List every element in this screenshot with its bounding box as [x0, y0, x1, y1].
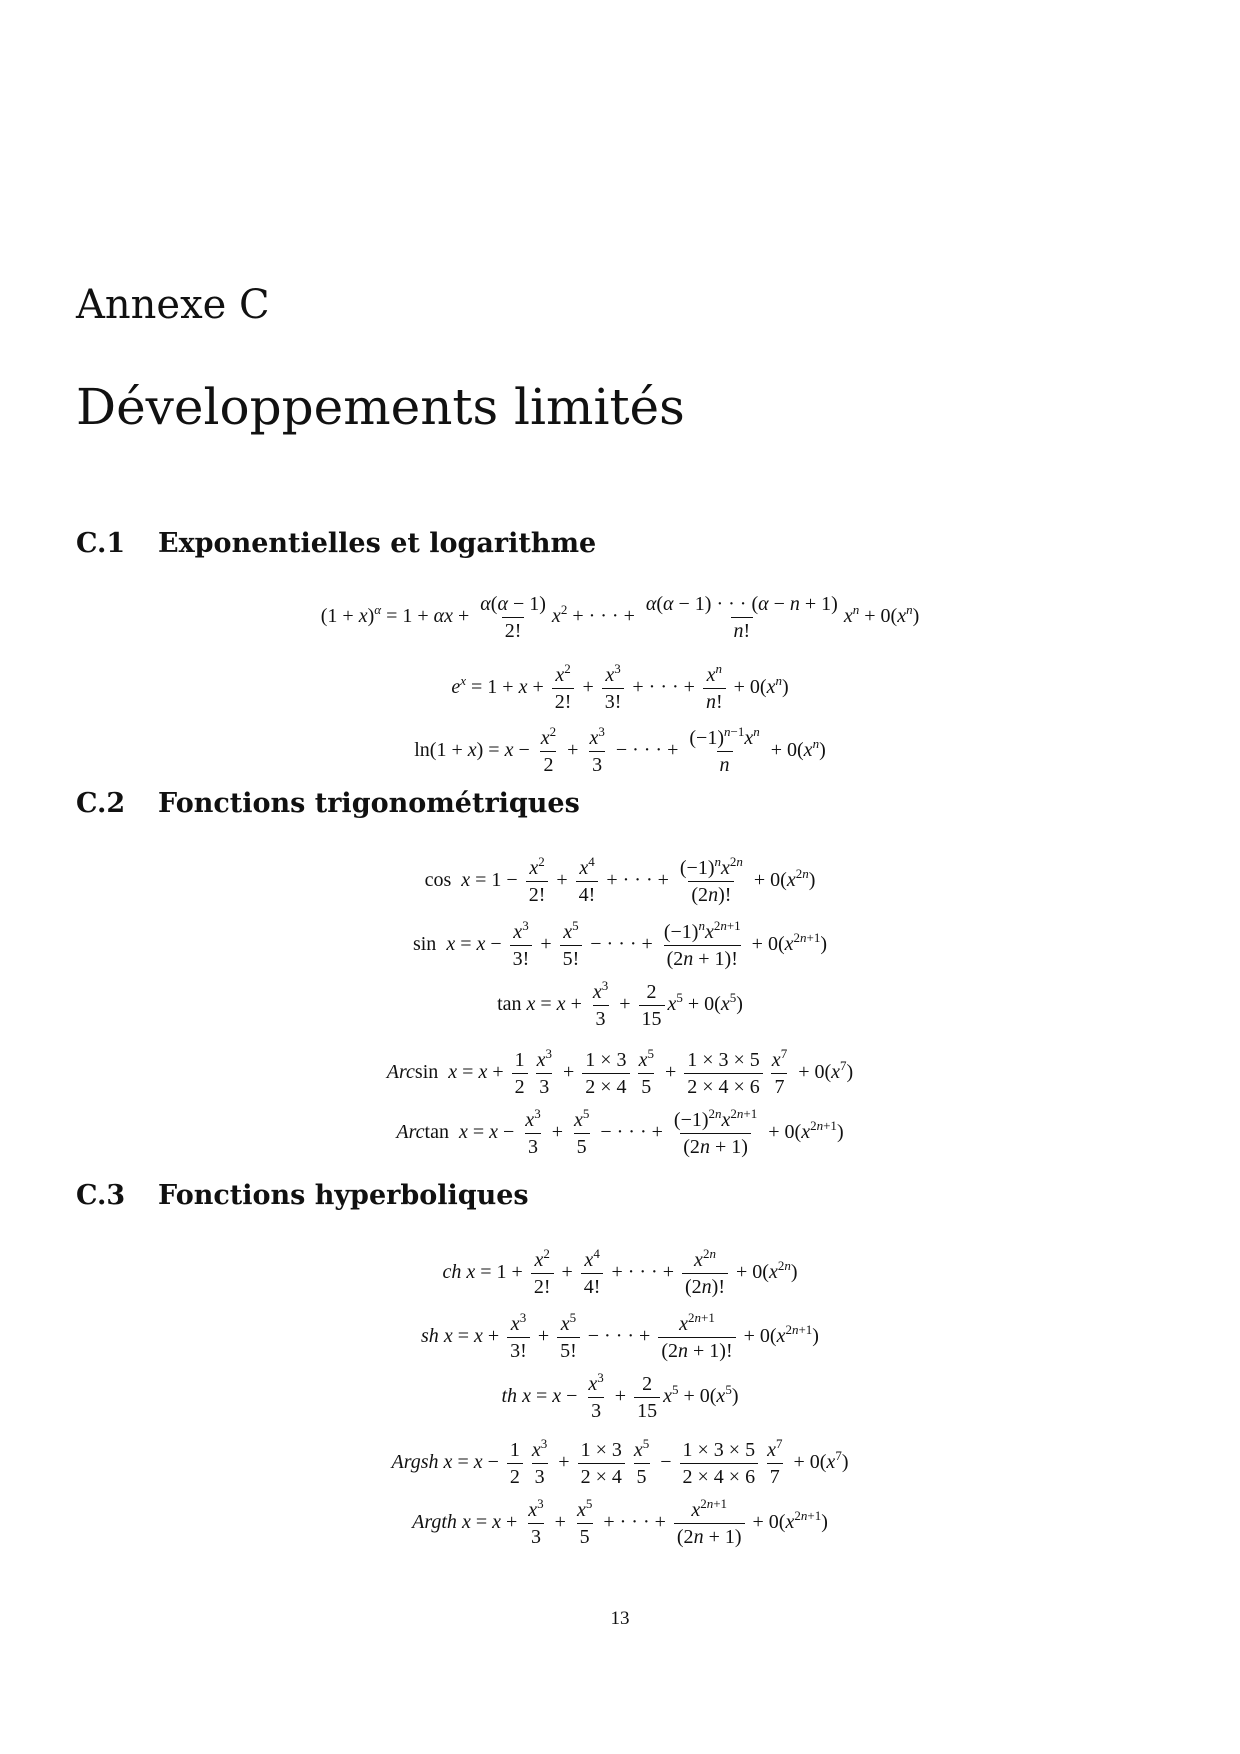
formula-hyperbolic-cosine: ch x = 1 + $\frac{x^2}{2!}$ + $\frac{x^4}{4!}$ + · · · + $\frac{x^{2n}}{(2n)!}$ + $0(x^{2n})$ [442, 1246, 798, 1298]
section-title: Exponentielles et logarithme [158, 528, 597, 559]
section-number: C.3 [76, 1180, 126, 1211]
formula-power-series: $(1 + x)^\alpha = 1 + \alpha x$ + $\frac{\alpha(\alpha - 1)}{2!}$ $x^2$ + · · · + $\frac{\alpha(\alpha - 1) \cdot \cdot \cdot (\alpha - n + 1)}{n!}$ $x^n + 0(x^n)$ [320, 593, 920, 642]
section-number: C.2 [76, 788, 126, 819]
formula-arcsine: Arcsin x = x + $\frac{1}{2}$ $\frac{x^3}{3}$ + $\frac{1 \times 3}{2 \times 4}$ $\frac{x^5}{5}$ + $\frac{1 \times 3 \times 5}{2 \times 4 \times 6}$ $\frac{x^7}{7}$ + $0(x^7)$ [386, 1046, 854, 1098]
section-title: Fonctions trigonométriques [158, 788, 580, 819]
formula-hyperbolic-sine: sh x = x + $\frac{x^3}{3!}$ + $\frac{x^5}{5!}$ − · · · + $\frac{x^{2n+1}}{(2n + 1)!}$ + $0(x^{2n+1})$ [421, 1310, 819, 1362]
formula-hyperbolic-tangent: th x = x − $\frac{x^3}{3}$ + $\frac{2}{15}$ $x^5 + 0(x^5)$ [501, 1370, 739, 1422]
chapter-label: Annexe C [76, 282, 270, 328]
formula-inverse-hyperbolic-tangent: Argth x = x + $\frac{x^3}{3}$ + $\frac{x^5}{5}$ + · · · + $\frac{x^{2n+1}}{(2n + 1)}$ + $0(x^{2n+1})$ [412, 1496, 828, 1548]
formula-tangent: tan x = x + $\frac{x^3}{3}$ + $\frac{2}{15}$ $x^5 + 0(x^5)$ [497, 978, 743, 1030]
formula-exponential: $e^x = 1 + x$ + $\frac{x^2}{2!}$ + $\frac{x^3}{3!}$ + · · · + $\frac{x^n}{n!}$ + $0(x^n)$ [451, 661, 789, 713]
section-heading-c3 [76, 1180, 529, 1211]
formula-logarithm: ln(1 + x) = x − $\frac{x^2}{2}$ + $\frac{x^3}{3}$ − · · · + $\frac{(-1)^{n-1}x^n}{n}$ + $0(x^n)$ [414, 724, 826, 776]
chapter-title: Développements limités [76, 378, 685, 436]
section-heading-c1 [76, 528, 596, 559]
formula-sine: sin x = x − $\frac{x^3}{3!}$ + $\frac{x^5}{5!}$ − · · · + $\frac{(-1)^nx^{2n+1}}{(2n + 1)!}$ + $0(x^{2n+1})$ [412, 918, 828, 970]
page-number: 13 [610, 1608, 630, 1629]
formula-arctangent: Arctan x = x − $\frac{x^3}{3}$ + $\frac{x^5}{5}$ − · · · + $\frac{(-1)^{2n}x^{2n+1}}{(2n + 1)}$ + $0(x^{2n+1})$ [396, 1106, 844, 1158]
section-number: C.1 [76, 528, 126, 559]
section-title: Fonctions hyperboliques [158, 1180, 529, 1211]
section-heading-c2 [76, 788, 580, 819]
formula-cosine: cos x = 1 − $\frac{x^2}{2!}$ + $\frac{x^4}{4!}$ + · · · + $\frac{(-1)^nx^{2n}}{(2n)!}$ + $0(x^{2n})$ [424, 854, 816, 906]
formula-inverse-hyperbolic-sine: Argsh x = x − $\frac{1}{2}$ $\frac{x^3}{3}$ + $\frac{1 \times 3}{2 \times 4}$ $\frac{x^5}{5}$ − $\frac{1 \times 3 \times 5}{2 \times 4 \times 6}$ $\frac{x^7}{7}$ + $0(x^7)$ [391, 1436, 849, 1488]
